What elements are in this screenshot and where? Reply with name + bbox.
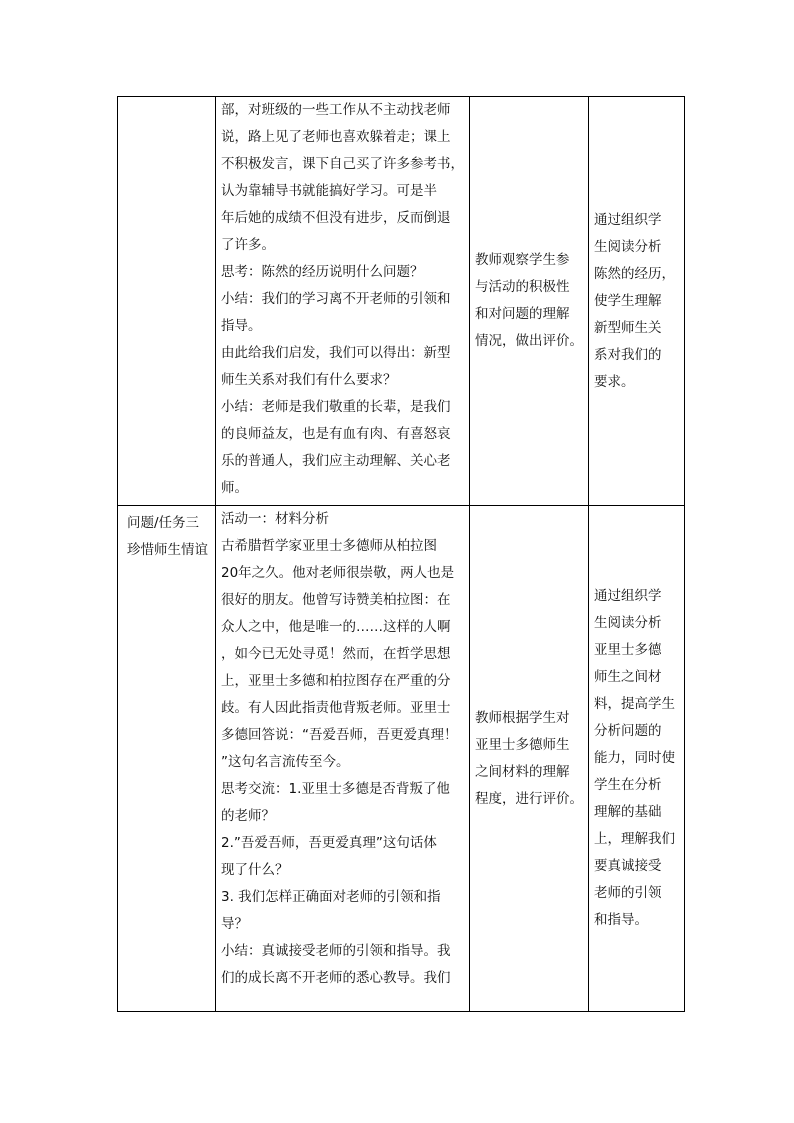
text-line: 现了什么？ [221,862,289,878]
text-line: 教师根据学生对 [475,709,570,726]
text-line: 师。 [221,480,248,496]
teacher-evaluation-cell [470,506,589,1012]
text-line: 由此给我们启发，我们可以得出：新型 [221,345,451,361]
text-line: 20年之久。他对老师很崇敬，两人也是 [221,565,455,581]
text-line: 2.”吾爱吾师，吾更爱真理”这句话体 [221,835,437,851]
text-line: 歧。有人因此指责他背叛老师。亚里士 [221,700,451,716]
text-line: 分析问题的 [594,723,662,739]
table-row [118,506,685,1012]
text-line: 生阅读分析 [594,615,662,631]
text-line: 学生在分析 [594,777,662,793]
text-line: 古希腊哲学家亚里士多德师从柏拉图 [221,538,437,554]
text-line: 教师观察学生参 [475,252,570,268]
text-line: 通过组织学 [594,588,662,604]
text-line: 系对我们的 [594,346,662,363]
text-line: 之间材料的理解 [475,763,570,780]
text-line: 陈然的经历， [594,265,675,282]
stage-label-cell [118,506,216,1012]
text-line: 的良师益友，也是有血有肉、有喜怒哀 [221,426,451,442]
design-purpose-cell [589,97,685,506]
text-line: 料，提高学生 [594,696,675,712]
text-line: 说，路上见了老师也喜欢躲着走；课上 [221,129,451,145]
text-line: 很好的朋友。他曾写诗赞美柏拉图：在 [221,592,451,608]
text-line: 亚里士多德师生 [475,736,570,753]
text-line: 部，对班级的一些工作从不主动找老师 [221,102,451,118]
text-line: 思考：陈然的经历说明什么问题？ [221,264,424,280]
text-line: 程度，进行评价。 [475,790,583,807]
text-line: 3. 我们怎样正确面对老师的引领和指 [221,889,441,905]
text-line: 问题/任务三 [127,515,200,531]
text-line: 师生关系对我们有什么要求？ [221,372,397,388]
text-line: 与活动的积极性 [475,279,570,295]
text-line: 导？ [221,916,248,932]
table-row [118,97,685,506]
text-line: 师生之间材 [594,669,662,685]
text-line: 能力，同时使 [594,750,675,766]
text-line: 上，理解我们 [594,831,675,847]
design-purpose-cell [589,506,685,1012]
text-line: 理解的基础 [594,804,662,820]
text-line: 众人之中，他是唯一的……这样的人啊 [221,619,451,635]
activity-content-cell [216,506,470,1012]
text-line: 小结：老师是我们敬重的长辈，是我们 [221,399,451,415]
activity-content-cell [216,97,470,506]
text-line: 小结：真诚接受老师的引领和指导。我 [221,943,451,959]
text-line: 亚里士多德 [594,642,662,658]
lesson-plan-table [117,96,685,1012]
text-line: 活动一：材料分析 [221,511,329,527]
text-line: 思考交流：1.亚里士多德是否背叛了他 [221,781,450,797]
text-line: 年后她的成绩不但没有进步，反而倒退 [221,210,451,226]
text-line: 珍惜师生情谊 [127,542,208,558]
text-line: 多德回答说：“吾爱吾师，吾更爱真理！ [221,727,458,743]
text-line: 要求。 [594,373,635,390]
text-line: 新型师生关 [594,319,662,336]
text-line: 生阅读分析 [594,238,662,255]
text-line: ，如今已无处寻觅！然而，在哲学思想 [221,646,451,662]
text-line: 的老师？ [221,808,275,824]
text-line: 们的成长离不开老师的悉心教导。我们 [221,970,451,986]
text-line: 认为靠辅导书就能搞好学习。可是半 [221,183,437,199]
text-line: 情况，做出评价。 [475,333,583,349]
text-line: 小结：我们的学习离不开老师的引领和 [221,291,451,307]
text-line: 使学生理解 [594,292,662,309]
text-line: 和对问题的理解 [475,306,570,322]
text-line: 上，亚里士多德和柏拉图存在严重的分 [221,673,451,689]
text-line: 老师的引领 [594,885,662,901]
text-line: 指导。 [221,318,262,334]
text-line: ”这句名言流传至今。 [221,754,350,770]
stage-label-cell [118,97,216,506]
text-line: 要真诚接受 [594,858,662,874]
text-line: 通过组织学 [594,211,662,228]
text-line: 乐的普通人，我们应主动理解、关心老 [221,453,451,469]
text-line: 了许多。 [221,237,275,253]
teacher-evaluation-cell [470,97,589,506]
text-line: 不积极发言，课下自己买了许多参考书， [221,156,464,172]
text-line: 和指导。 [594,912,648,928]
